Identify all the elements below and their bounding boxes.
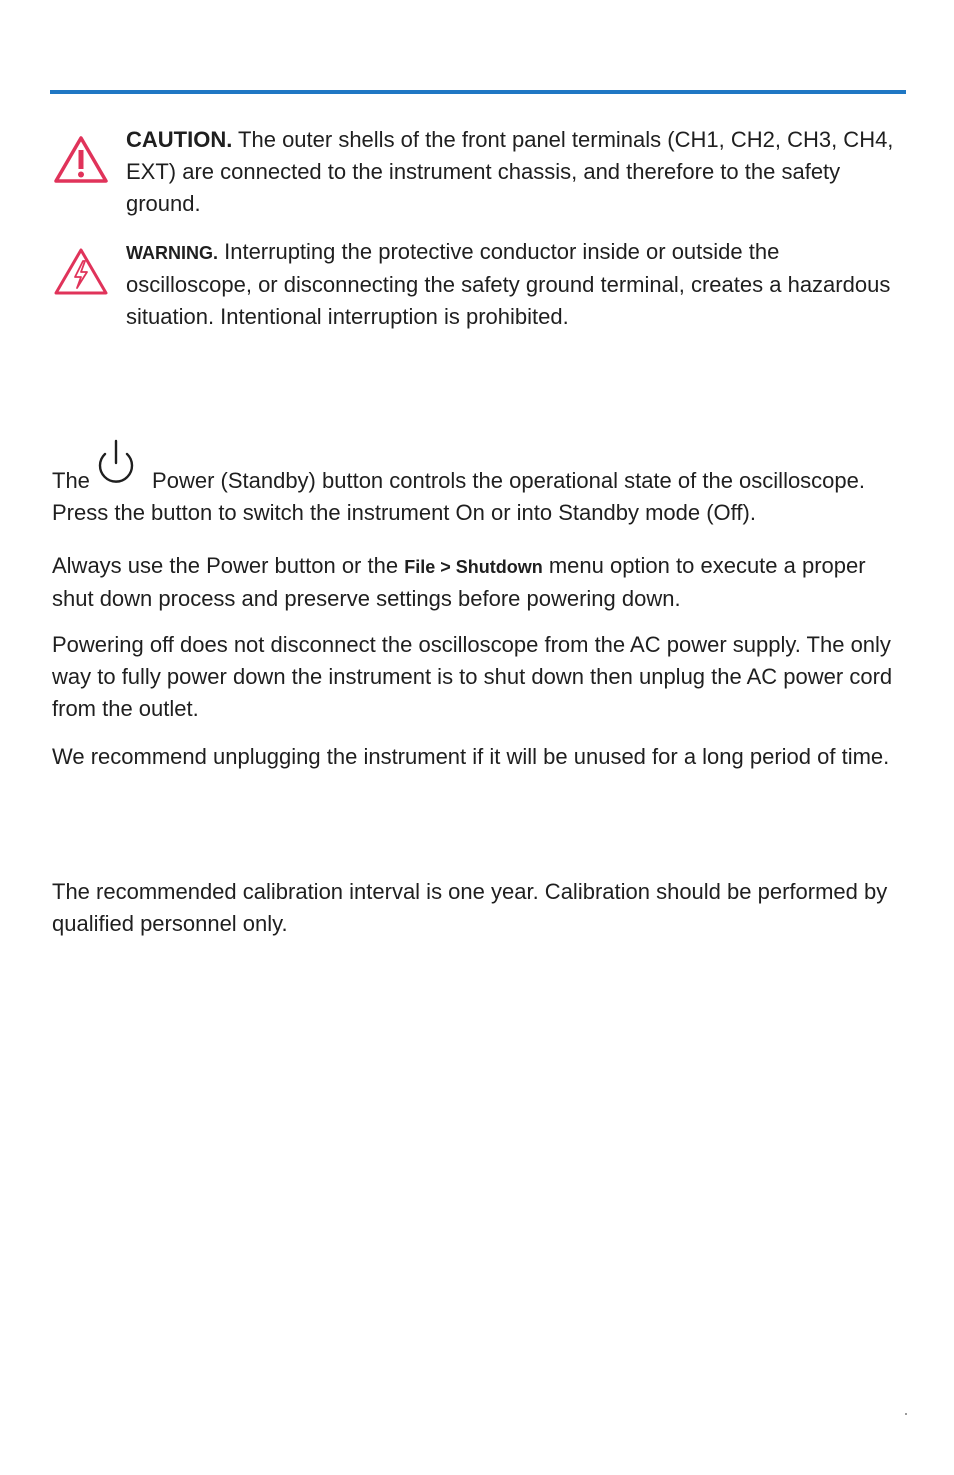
shutdown-text-before: Always use the Power button or the xyxy=(52,553,405,578)
unplug-paragraph: We recommend unplugging the instrument if it will be unused for a long period of time. xyxy=(52,744,890,769)
warning-notice xyxy=(52,236,907,333)
page-marker xyxy=(905,1413,907,1415)
power-intro: The xyxy=(52,468,90,493)
power-button-paragraph xyxy=(52,438,907,529)
shutdown-text-after: menu option to execute a proper shut down process and preserve settings before powering down. xyxy=(52,553,866,611)
caution-label: CAUTION. xyxy=(126,127,233,152)
power-icon xyxy=(94,438,142,494)
power-text: Power (Standby) button controls the operational state of the oscilloscope. Press the button to switch the instrument On or into Standby mode (Off). xyxy=(52,468,866,525)
warning-label: WARNING. xyxy=(126,243,218,263)
caution-text: The outer shells of the front panel terminals (CH1, CH2, CH3, CH4, EXT) are connected to the instrument chassis, and therefore to the safety ground. xyxy=(126,127,894,216)
power-off-paragraph: Powering off does not disconnect the oscilloscope from the AC power supply. The only way to fully power down the instrument is to shut down then unplug the AC power cord from the outlet. xyxy=(52,632,893,721)
shutdown-paragraph xyxy=(52,550,907,615)
file-shutdown-menu-reference: File > Shutdown xyxy=(404,557,543,577)
warning-text: Interrupting the protective conductor inside or outside the oscilloscope, or disconnecting the safety ground terminal, creates a hazardous situation. Intentional interruption is prohibited. xyxy=(126,239,891,329)
caution-notice xyxy=(52,124,907,220)
calibration-paragraph: The recommended calibration interval is one year. Calibration should be performed by qualified personnel only. xyxy=(52,879,888,936)
header-rule xyxy=(50,90,906,94)
electric-shock-warning-icon xyxy=(52,246,110,298)
caution-triangle-icon xyxy=(52,134,110,186)
